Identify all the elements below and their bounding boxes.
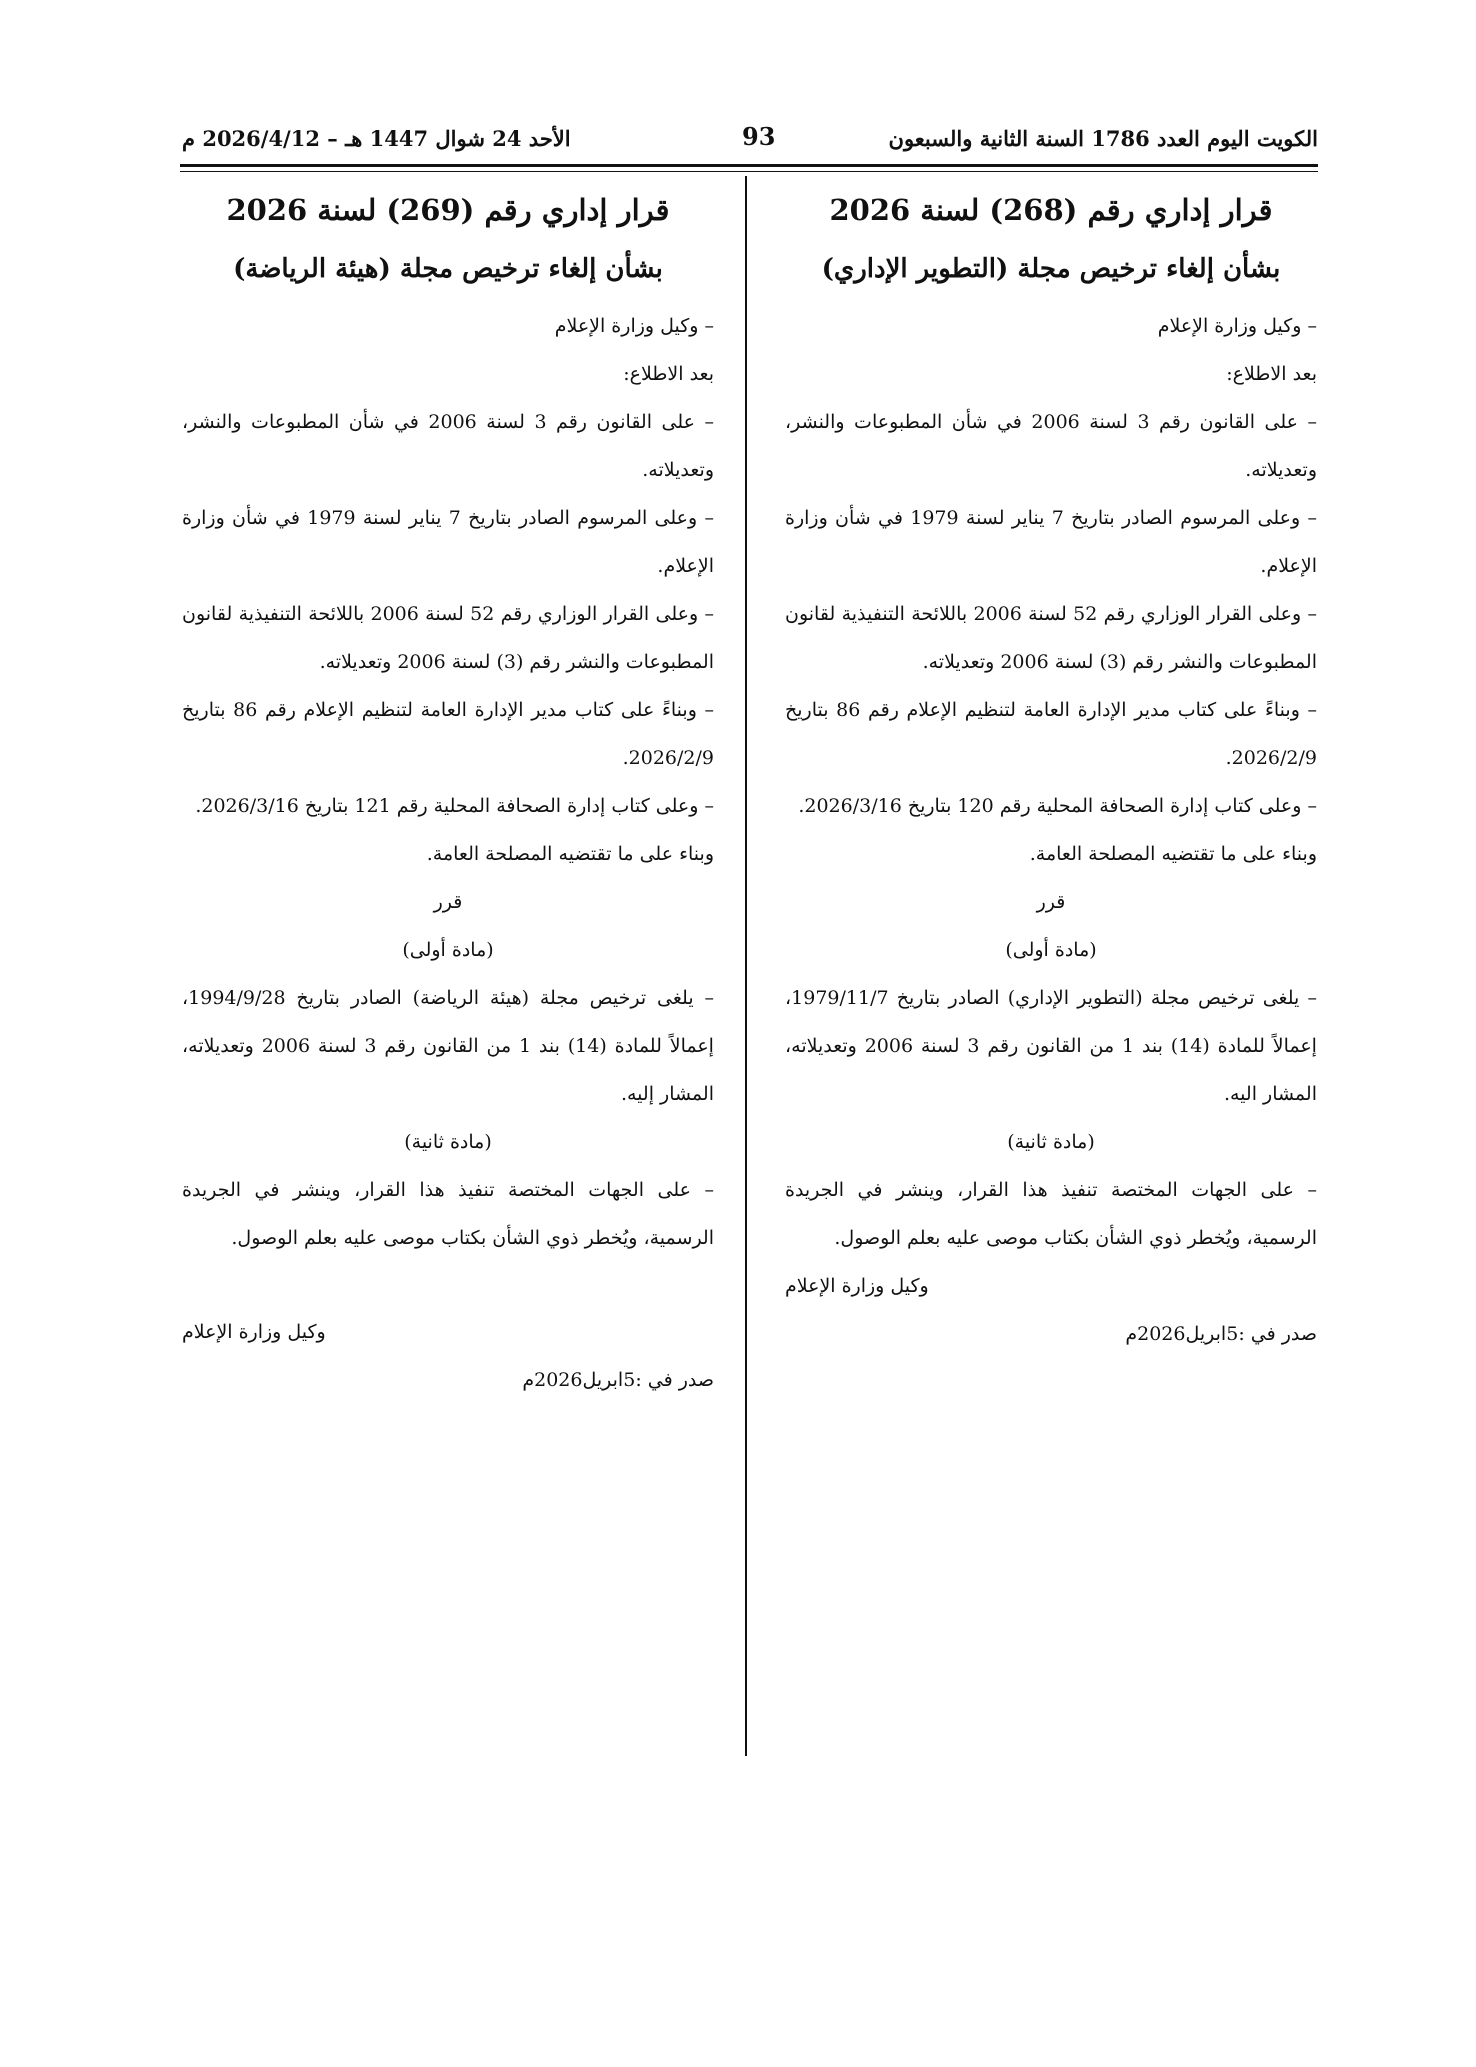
public-interest-line: وبناء على ما تقتضيه المصلحة العامة.: [1029, 843, 1317, 865]
public-interest-line: وبناء على ما تقتضيه المصلحة العامة.: [426, 843, 714, 865]
header-thin-rule: [180, 171, 1318, 172]
article-two-heading: (مادة ثانية): [404, 1131, 492, 1153]
article-two-heading: (مادة ثانية): [1007, 1131, 1095, 1153]
header-thick-rule: [180, 164, 1318, 167]
signature-spacer: [182, 1262, 714, 1308]
after-review-line: بعد الاطلاع:: [623, 363, 714, 385]
decision-268-column: [785, 178, 1317, 1358]
article-one-text: – يلغى ترخيص مجلة (هيئة الرياضة) الصادر بتاريخ 1994/9/28، إعمالاً للمادة (14) بند 1 من القانون رقم 3 لسنة 2006 وتعديلاته، المشار إليه.: [182, 987, 714, 1105]
decision-subject: بشأن إلغاء ترخيص مجلة (هيئة الرياضة): [233, 254, 663, 284]
recital-press-law: – على القانون رقم 3 لسنة 2006 في شأن المطبوعات والنشر، وتعديلاته.: [785, 411, 1317, 481]
article-one-heading: (مادة أولى): [402, 939, 494, 961]
signatory-line: وكيل وزارة الإعلام: [182, 1321, 326, 1343]
article-two-text: – على الجهات المختصة تنفيذ هذا القرار، وينشر في الجريدة الرسمية، ويُخطر ذوي الشأن بكتاب موصى عليه بعلم الوصول.: [785, 1179, 1317, 1249]
recital-press-law: – على القانون رقم 3 لسنة 2006 في شأن المطبوعات والنشر، وتعديلاته.: [182, 411, 714, 481]
page-header: [182, 118, 1318, 154]
recital-director-letter: – وبناءً على كتاب مدير الإدارة العامة لتنظيم الإعلام رقم 86 بتاريخ 2026/2/9.: [182, 699, 714, 769]
issue-date: الأحد 24 شوال 1447 هـ – 2026/4/12 م: [182, 126, 571, 151]
recital-director-letter: – وبناءً على كتاب مدير الإدارة العامة لتنظيم الإعلام رقم 86 بتاريخ 2026/2/9.: [785, 699, 1317, 769]
decision-subject: بشأن إلغاء ترخيص مجلة (التطوير الإداري): [821, 254, 1281, 284]
recital-press-department-letter: – وعلى كتاب إدارة الصحافة المحلية رقم 121 بتاريخ 2026/3/16.: [195, 795, 714, 817]
article-one-heading: (مادة أولى): [1005, 939, 1097, 961]
article-one-text: – يلغى ترخيص مجلة (التطوير الإداري) الصادر بتاريخ 1979/11/7، إعمالاً للمادة (14) بند 1 من القانون رقم 3 لسنة 2006 وتعديلاته، المشار اليه.: [785, 987, 1317, 1105]
issuer-line: – وكيل وزارة الإعلام: [1157, 315, 1317, 337]
issued-date-line: صدر في :5ابريل2026م: [522, 1369, 714, 1391]
recital-ministerial-decision: – وعلى القرار الوزاري رقم 52 لسنة 2006 باللائحة التنفيذية لقانون المطبوعات والنشر رقم (3) لسنة 2006 وتعديلاته.: [182, 603, 714, 673]
decision-title: قرار إداري رقم (269) لسنة 2026: [226, 193, 670, 227]
decided-heading: قرر: [1036, 891, 1066, 913]
column-divider: [745, 176, 747, 1756]
decision-title: قرار إداري رقم (268) لسنة 2026: [829, 193, 1273, 227]
page-number: 93: [742, 122, 776, 151]
signatory-line: وكيل وزارة الإعلام: [785, 1275, 929, 1297]
recital-ministerial-decision: – وعلى القرار الوزاري رقم 52 لسنة 2006 باللائحة التنفيذية لقانون المطبوعات والنشر رقم (3) لسنة 2006 وتعديلاته.: [785, 603, 1317, 673]
article-two-text: – على الجهات المختصة تنفيذ هذا القرار، وينشر في الجريدة الرسمية، ويُخطر ذوي الشأن بكتاب موصى عليه بعلم الوصول.: [182, 1179, 714, 1249]
recital-press-department-letter: – وعلى كتاب إدارة الصحافة المحلية رقم 120 بتاريخ 2026/3/16.: [798, 795, 1317, 817]
decided-heading: قرر: [433, 891, 463, 913]
after-review-line: بعد الاطلاع:: [1226, 363, 1317, 385]
publication-issue: الكويت اليوم العدد 1786 السنة الثانية والسبعون: [888, 126, 1318, 151]
issuer-line: – وكيل وزارة الإعلام: [554, 315, 714, 337]
decision-269-column: [182, 178, 714, 1404]
recital-decree: – وعلى المرسوم الصادر بتاريخ 7 يناير لسنة 1979 في شأن وزارة الإعلام.: [785, 507, 1317, 577]
issued-date-line: صدر في :5ابريل2026م: [1125, 1323, 1317, 1345]
recital-decree: – وعلى المرسوم الصادر بتاريخ 7 يناير لسنة 1979 في شأن وزارة الإعلام.: [182, 507, 714, 577]
